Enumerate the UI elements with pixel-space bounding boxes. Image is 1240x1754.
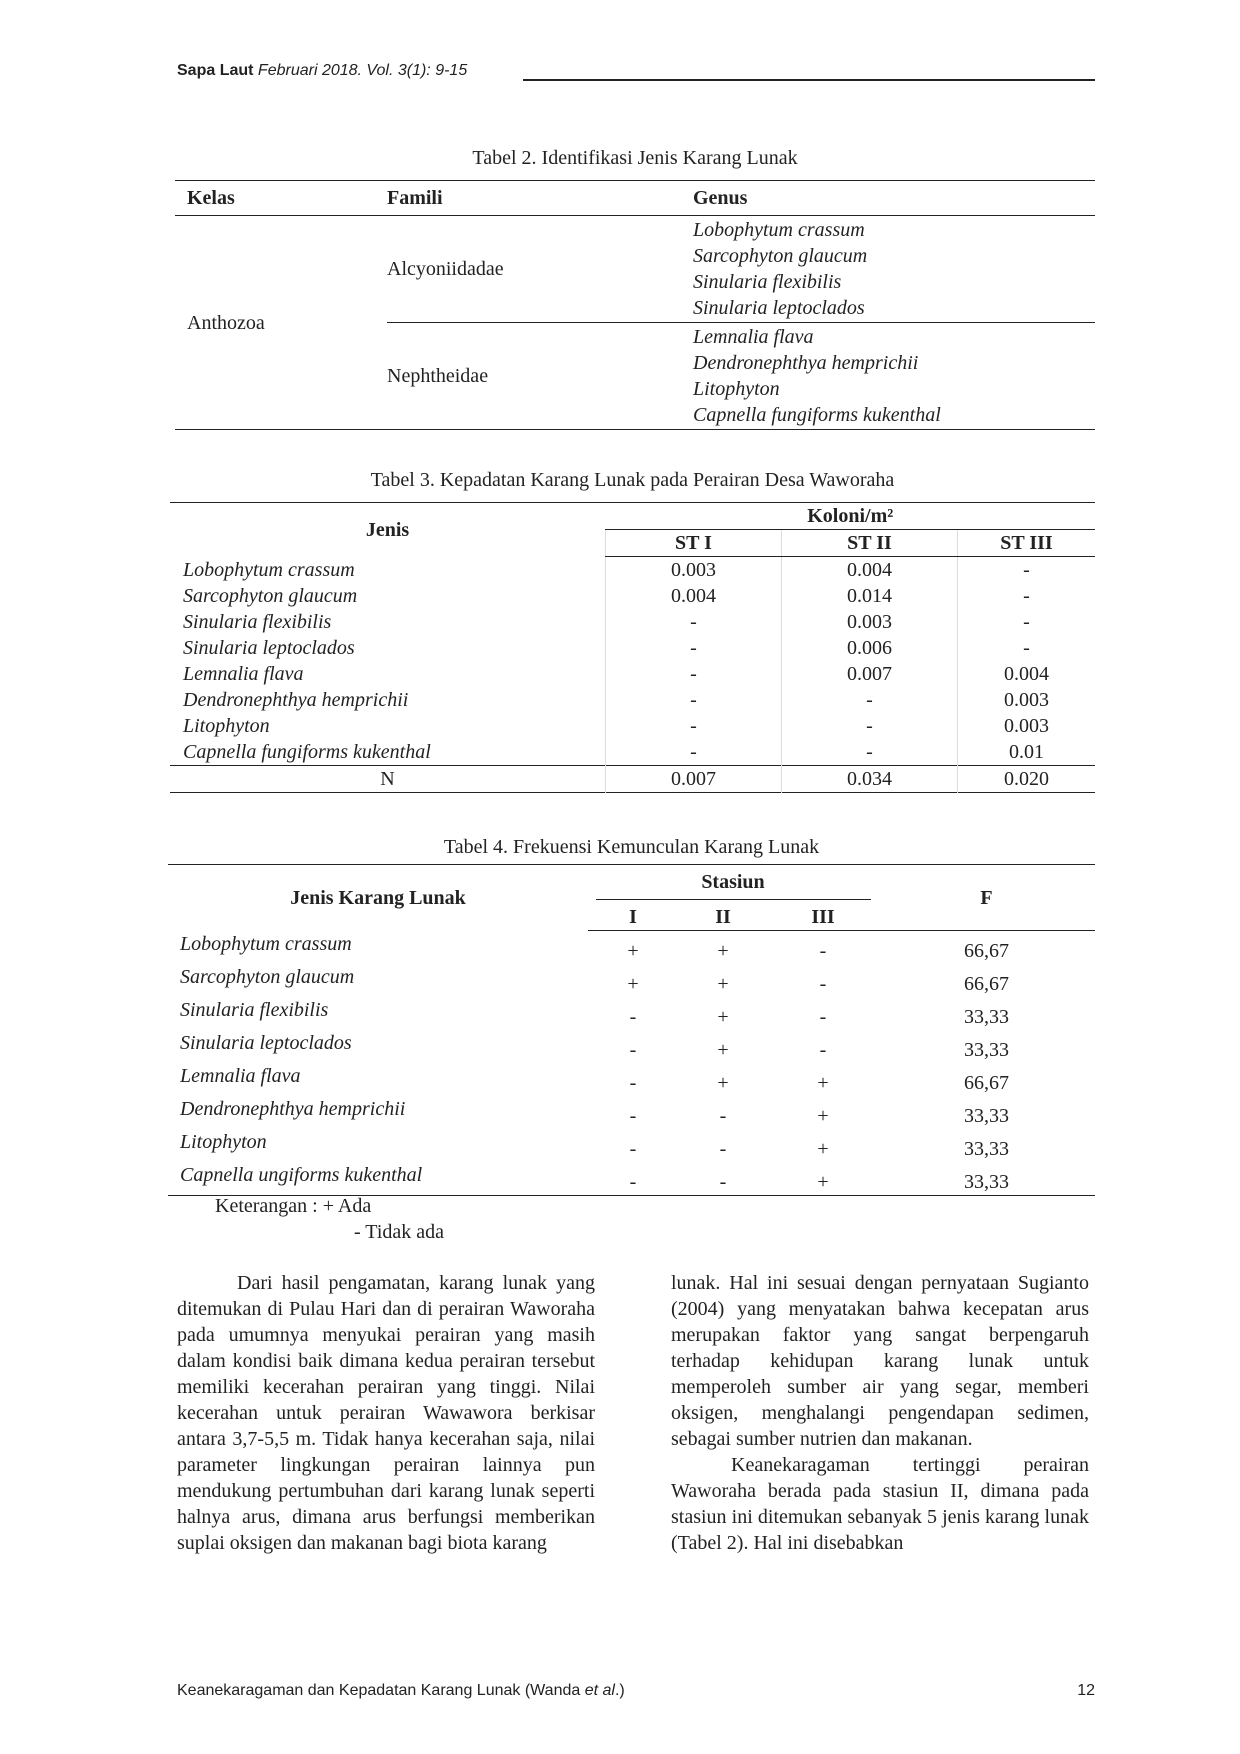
table4-presence: +: [717, 940, 729, 962]
table4-row: [168, 1063, 1095, 1096]
table4-row: [168, 1129, 1095, 1162]
table4-header-jenis: Jenis Karang Lunak: [290, 886, 466, 909]
table4-frequency: 66,67: [964, 940, 1009, 962]
table2: [175, 180, 1095, 430]
footer-title-text: Keanekaragaman dan Kepadatan Karang Lunak (Wanda: [177, 1682, 585, 1699]
table4-header-stasiun: Stasiun: [596, 869, 871, 900]
table2-genus: Capnella fungiforms kukenthal: [693, 404, 941, 426]
table3-value: 0.014: [782, 583, 958, 609]
table4-presence: +: [717, 1072, 729, 1094]
table2-genus-list: [693, 323, 1095, 430]
table4-presence: +: [717, 1039, 729, 1061]
legend-line: Keterangan : + Ada: [215, 1195, 372, 1217]
table4-species: Litophyton: [180, 1131, 267, 1153]
table3-species: Capnella fungiforms kukenthal: [183, 741, 431, 763]
table3-value: 0.006: [782, 635, 958, 661]
table3-total-label: N: [170, 766, 606, 793]
table3-value: -: [606, 713, 782, 739]
footer-title: [177, 1682, 625, 1699]
table4-frequency: 66,67: [964, 1072, 1009, 1094]
table3-value: 0.01: [958, 739, 1096, 766]
table2-header-genus: Genus: [693, 181, 1095, 216]
table4-frequency: 33,33: [964, 1006, 1009, 1028]
table4-presence: +: [817, 1138, 829, 1160]
table3-value: -: [606, 609, 782, 635]
table3-value: -: [782, 687, 958, 713]
body-column-right: [671, 1270, 1089, 1556]
table4-frequency: 33,33: [964, 1138, 1009, 1160]
table4-species: Sinularia flexibilis: [180, 999, 329, 1021]
page-footer: [177, 1682, 1095, 1700]
table3-row: [170, 583, 1095, 609]
table2-kelas: Anthozoa: [187, 311, 265, 334]
table3-value: 0.003: [958, 687, 1096, 713]
table4-presence: -: [629, 1171, 637, 1193]
table3-total-st2: 0.034: [782, 766, 958, 793]
table3-header-st1: ST I: [606, 530, 782, 557]
table4-presence: -: [629, 1072, 637, 1094]
table3-value: -: [958, 609, 1096, 635]
table2-caption: Tabel 2. Identifikasi Jenis Karang Lunak: [472, 147, 798, 169]
table4-header-stasiun-cell: [588, 865, 878, 901]
table3-row: [170, 739, 1095, 766]
table4-row: [168, 1162, 1095, 1196]
table4-header-station-2: II: [678, 900, 768, 931]
table2-genus: Lemnalia flava: [693, 326, 814, 348]
table4: [168, 864, 1095, 1196]
table3-value: 0.003: [958, 713, 1096, 739]
table4-presence: -: [629, 1138, 637, 1160]
table3-value: -: [782, 713, 958, 739]
table3-row: [170, 713, 1095, 739]
table3: [170, 502, 1095, 793]
table3-species: Sarcophyton glaucum: [183, 585, 358, 607]
table4-frequency: 33,33: [964, 1105, 1009, 1127]
table3-total-st1: 0.007: [606, 766, 782, 793]
table4-presence: +: [817, 1072, 829, 1094]
table3-value: 0.004: [782, 557, 958, 584]
body-column-left: [177, 1270, 595, 1556]
body-paragraph: Keanekaragaman tertinggi perairan Waworaha berada pada stasiun II, dimana pada stasiun ini ditemukan sebanyak 5 jenis karang lunak (Tabel 2). Hal ini disebabkan: [671, 1454, 1089, 1554]
table2-genus-list: [693, 216, 1095, 323]
table2-header-kelas: Kelas: [175, 181, 387, 216]
table2-genus: Dendronephthya hemprichii: [693, 352, 919, 374]
table4-species: Sarcophyton glaucum: [180, 966, 355, 988]
table4-presence: -: [719, 1105, 727, 1127]
table4-row: [168, 931, 1095, 965]
table3-species: Lobophytum crassum: [183, 558, 355, 581]
footer-title-etal: et al: [584, 1682, 615, 1699]
table4-row: [168, 1030, 1095, 1063]
table3-species: Litophyton: [183, 715, 270, 737]
table4-presence: +: [817, 1105, 829, 1127]
journal-name: Sapa Laut: [177, 62, 254, 79]
table4-legend: [215, 1193, 444, 1245]
table3-row: [170, 661, 1095, 687]
table3-value: 0.004: [606, 583, 782, 609]
table3-body: [170, 557, 1095, 766]
table3-value: -: [606, 661, 782, 687]
table2-genus: Sarcophyton glaucum: [693, 245, 868, 267]
table3-row: [170, 635, 1095, 661]
table4-presence: +: [717, 1006, 729, 1028]
body-paragraph: Dari hasil pengamatan, karang lunak yang ditemukan di Pulau Hari dan di perairan Waworaha pada umumnya menyukai perairan yang masih dalam kondisi baik dimana kedua perairan tersebut memiliki kecerahan perairan yang tinggi. Nilai kecerahan untuk perairan Wawawora berkisar antara 3,7-5,5 m. Tidak hanya kecerahan saja, nilai parameter lingkungan perairan lainnya pun mendukung pertumbuhan dari karang lunak seperti halnya arus, dimana arus berfungsi memberikan suplai oksigen dan makanan bagi biota karang: [177, 1272, 595, 1554]
table4-presence: +: [817, 1171, 829, 1193]
table3-species: Sinularia flexibilis: [183, 611, 332, 633]
journal-issue: Februari 2018. Vol. 3(1): 9-15: [257, 62, 468, 79]
table3-row: [170, 557, 1095, 584]
table4-row: [168, 997, 1095, 1030]
table4-row: [168, 964, 1095, 997]
table4-row: [168, 1096, 1095, 1129]
table4-header-f: F: [878, 865, 1095, 931]
table3-total-row: [170, 766, 1095, 793]
table3-row: [170, 687, 1095, 713]
table4-caption: Tabel 4. Frekuensi Kemunculan Karang Lunak: [443, 836, 820, 858]
table4-presence: -: [719, 1138, 727, 1160]
running-header: [177, 62, 1095, 86]
table4-species: Sinularia leptoclados: [180, 1032, 352, 1054]
table2-genus: Litophyton: [693, 378, 780, 400]
table3-row: [170, 609, 1095, 635]
table4-species: Lemnalia flava: [180, 1065, 301, 1087]
table3-caption: Tabel 3. Kepadatan Karang Lunak pada Perairan Desa Waworaha: [370, 469, 895, 491]
table4-presence: -: [629, 1105, 637, 1127]
table3-value: -: [958, 635, 1096, 661]
table4-presence: -: [819, 1006, 827, 1028]
table2-row: [175, 216, 1095, 323]
table3-species: Dendronephthya hemprichii: [183, 689, 409, 711]
table3-species: Lemnalia flava: [183, 663, 304, 685]
table3-value: -: [958, 557, 1096, 584]
table3-header-jenis: Jenis: [365, 518, 410, 541]
table4-header-station-1: I: [588, 900, 678, 931]
page-number: 12: [1077, 1682, 1095, 1699]
table2-family: Nephtheidae: [387, 365, 489, 387]
table4-body: [168, 931, 1095, 1196]
legend-line: - Tidak ada: [354, 1221, 444, 1243]
table2-header-famili: Famili: [387, 181, 693, 216]
table3-header-st2: ST II: [782, 530, 958, 557]
table4-presence: -: [629, 1039, 637, 1061]
table4-frequency: 33,33: [964, 1171, 1009, 1193]
table4-presence: -: [819, 973, 827, 995]
table4-presence: -: [819, 940, 827, 962]
table3-value: -: [606, 739, 782, 766]
table4-species: Dendronephthya hemprichii: [180, 1098, 406, 1120]
table3-value: -: [606, 635, 782, 661]
table3-value: -: [782, 739, 958, 766]
table4-frequency: 66,67: [964, 973, 1009, 995]
table2-genus: Sinularia flexibilis: [693, 271, 842, 293]
table2-genus: Lobophytum crassum: [693, 219, 865, 241]
table4-presence: -: [819, 1039, 827, 1061]
table4-header-station-3: III: [768, 900, 878, 931]
header-rule: [523, 79, 1095, 81]
table4-presence: +: [717, 973, 729, 995]
table4-frequency: 33,33: [964, 1039, 1009, 1061]
table3-total-st3: 0.020: [958, 766, 1096, 793]
table4-species: Capnella ungiforms kukenthal: [180, 1164, 423, 1186]
body-paragraph: lunak. Hal ini sesuai dengan pernyataan Sugianto (2004) yang menyatakan bahwa kecepatan arus merupakan faktor yang sangat berpengaruh terhadap kehidupan karang lunak untuk memperoleh sumber air yang segar, memberi oksigen, menghalangi pengendapan sedimen, sebagai sumber nutrien dan makanan.: [671, 1272, 1089, 1450]
table3-value: -: [606, 687, 782, 713]
table3-value: 0.003: [782, 609, 958, 635]
table3-value: 0.004: [958, 661, 1096, 687]
table4-presence: +: [627, 940, 639, 962]
table4-presence: -: [719, 1171, 727, 1193]
table4-presence: -: [629, 1006, 637, 1028]
table3-value: 0.003: [606, 557, 782, 584]
table2-genus: Sinularia leptoclados: [693, 297, 865, 319]
table3-header-koloni: Koloni/m²: [606, 503, 1096, 530]
table3-value: -: [958, 583, 1096, 609]
table4-species: Lobophytum crassum: [180, 932, 352, 955]
table3-value: 0.007: [782, 661, 958, 687]
table2-family: Alcyoniidadae: [387, 216, 693, 323]
table4-presence: +: [627, 973, 639, 995]
table3-header-st3: ST III: [958, 530, 1096, 557]
footer-title-suffix: .): [614, 1682, 625, 1699]
table3-species: Sinularia leptoclados: [183, 637, 355, 659]
